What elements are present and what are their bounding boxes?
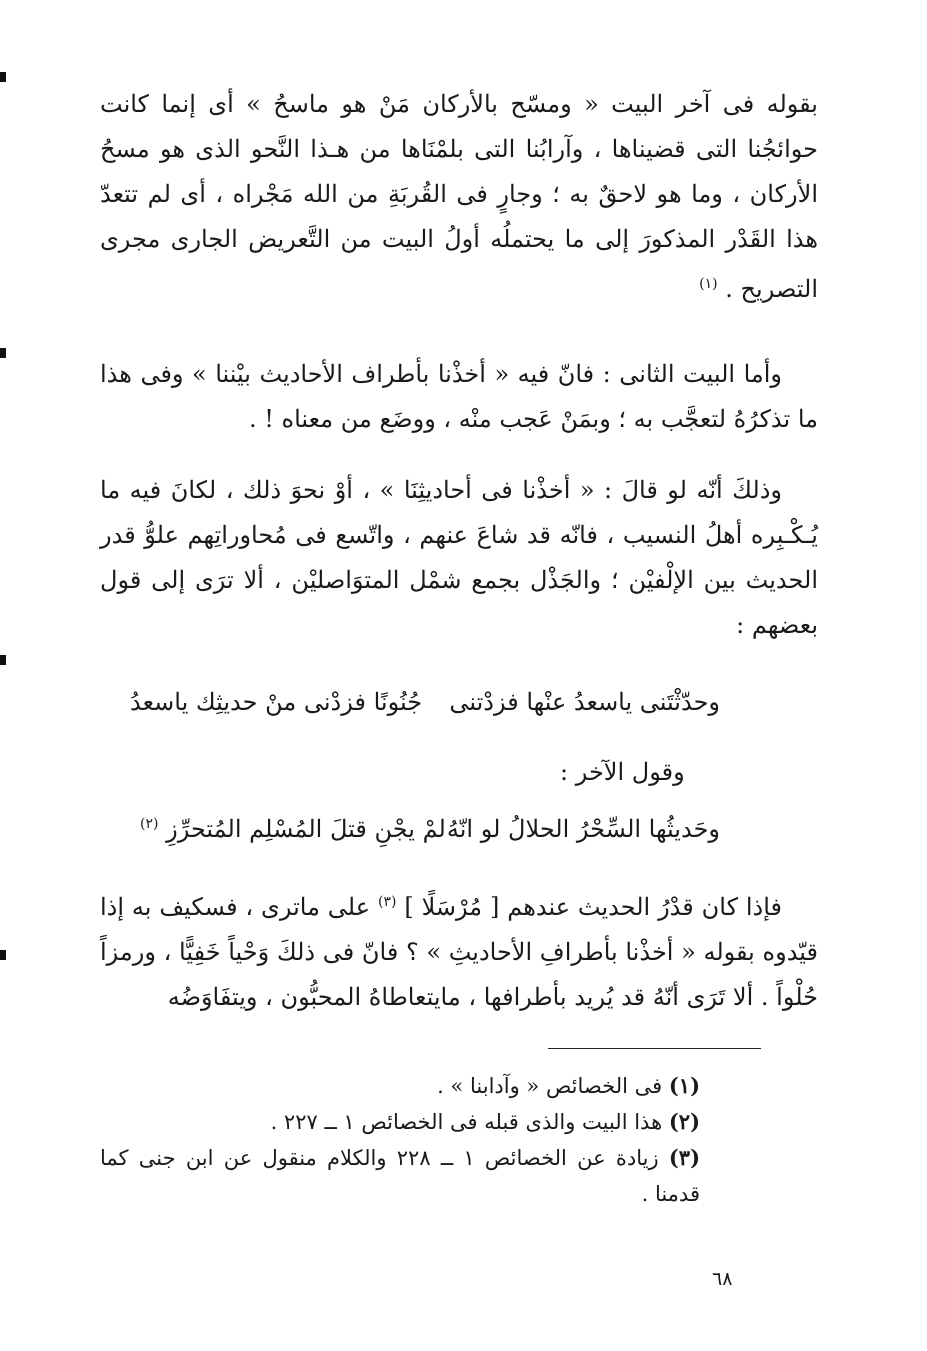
verse-2-first-hemistich: وحَديثُها السِّحْرُ الحلالُ لو انّهُ (446, 815, 720, 843)
footnote-marker-1: (١) (699, 276, 718, 292)
paragraph-3: وذلكَ أنّه لو قالَ : « أخذْنا فى أحاديثِنَا » ، أوْ نحوَ ذلك ، لكانَ فيه ما يُـكْـبِره أهلُ النسيب ، فانّه قد شاعَ عنهم ، واتّسع فى مُحاوراتِهم علوُّ قدر الحديث بين الإلْفيْن ؛ والجَذْل بجمع شمْل المتوَاصليْن ، ألا ترَى إلى قول بعضهم : (100, 476, 818, 639)
page-number: ٦٨ (712, 1268, 733, 1290)
margin-mark (0, 950, 6, 960)
verse-2-intro: وقول الآخر : (560, 758, 685, 786)
margin-mark (0, 72, 6, 82)
paragraph-4-before: فإذا كان قدْرُ الحديث عندهم (507, 893, 783, 921)
verse-1-second-hemistich: جُنُونًا فزدْنى منْ حديثِك ياسعدُ (130, 688, 423, 716)
main-text-2 (100, 352, 818, 456)
footnote-marker-2: (٢) (140, 816, 159, 832)
paragraph-1-text: بقوله فى آخر البيت « ومسّح بالأركان مَنْ هو ماسحُ » أى إنما كانت حوائجُنا التى قضيناها ، وآرابُنا التى بلمْنَاها من هـذا النَّحو الذى هو مسحُ الأركان ، وما هو لاحقٌ به ؛ وجارٍ فى القُربَةِ من الله مَجْراه ، أى لم تتعدّ هذا القَدْر المذكورَ إلى ما يحتملُه أولُ البيت من التَّعريض الجارى مجرى التصريح . (100, 90, 818, 303)
footnote-3-text: زيادة عن الخصائص ١ ــ ٢٢٨ والكلام منقول عن ابن جنى كما قدمنا . (100, 1146, 700, 1206)
footnote-1-number: (١) (668, 1073, 700, 1098)
paragraph-1 (100, 82, 818, 312)
footnote-2-number: (٢) (668, 1109, 700, 1134)
verse-2-second-hemistich-text: لمْ يجْنِ قتلَ المُسْلِم المُتحرِّزِ (166, 815, 446, 843)
paragraph-2: وأما البيت الثانى : فانّ فيه « أخذْنا بأطراف الأحاديث بيْننا » وفى هذا ما تذكرُهُ لتعجَّب به ؛ وبمَنْ عَجب منْه ، ووضَع من معناه ! . (100, 360, 818, 433)
footnote-separator (548, 1048, 761, 1049)
footnote-3 (100, 1140, 818, 1212)
footnote-marker-3: (٣) (377, 894, 397, 910)
paragraph-4 (100, 880, 818, 1020)
margin-mark (0, 655, 6, 665)
footnote-1 (100, 1068, 818, 1104)
main-text (100, 82, 818, 326)
paragraph-4-after: على ماترى ، فسكيف به إذا قيّدوه بقوله « أخذْنا بأطرافِ الأحاديثِ » ؟ فانّ فى ذلكَ وَحْياً خَفِيًّا ، ورمزاً حُلْواً . ألا تَرَى أنّهُ قد يُريد بأطرافها ، مايتعاطاهُ المحبُّون ، ويتفَاوَضُه (100, 893, 818, 1011)
main-text-4 (100, 880, 818, 1034)
paragraph-4-bracket: [ مُرْسَلًا ] (404, 893, 500, 921)
footnotes (100, 1068, 818, 1212)
footnote-2 (100, 1104, 818, 1140)
footnote-2-text: هذا البيت والذى قبله فى الخصائص ١ ــ ٢٢٧ . (270, 1110, 663, 1134)
verse-1-first-hemistich: وحدّثْتَنى ياسعدُ عنْها فزدْتنى (449, 688, 720, 716)
margin-mark (0, 348, 6, 358)
footnote-1-text: فى الخصائص « وآدابنا » . (437, 1074, 663, 1098)
main-text-3 (100, 468, 818, 662)
verse-2-second-hemistich (140, 815, 446, 843)
footnote-3-number: (٣) (668, 1145, 700, 1170)
